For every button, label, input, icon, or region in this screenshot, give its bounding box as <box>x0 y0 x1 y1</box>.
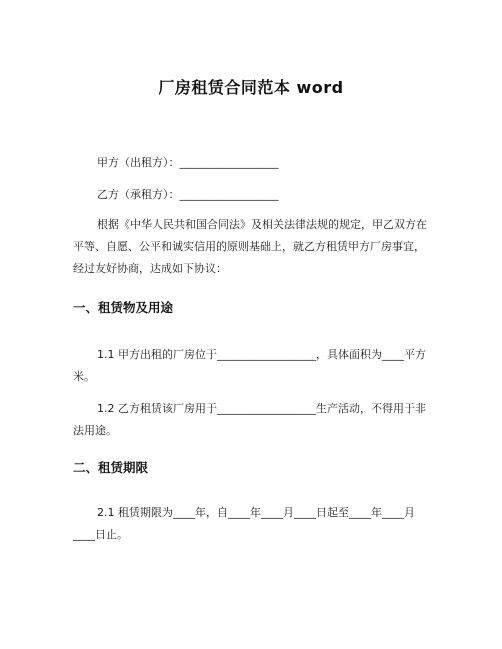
clause-paragraph: 1.1 甲方出租的厂房位于__________________，具体面积为____平方米。 <box>73 348 426 383</box>
preamble-paragraph: 根据《中华人民共和国合同法》及相关法律法规的规定，甲乙双方在平等、自愿、公平和诚实信用的原则基础上，就乙方租赁甲方厂房事宜，经过友好协商，达成如下协议： <box>73 218 427 275</box>
document-title: 厂房租赁合同范本 word <box>158 78 344 97</box>
section-heading: 二、租赁期限 <box>73 460 149 475</box>
clause-paragraph: 1.2 乙方租赁该厂房用于__________________生产活动，不得用于非法用途。 <box>73 402 426 437</box>
party-b-line: 乙方（承租方）：__________________ <box>97 188 279 201</box>
clause-paragraph: 2.1 租赁期限为____年，自____年____月____日起至____年____月____日止。 <box>73 506 415 541</box>
section-heading: 一、租赁物及用途 <box>73 300 174 315</box>
party-a-line: 甲方（出租方）：__________________ <box>97 156 279 169</box>
